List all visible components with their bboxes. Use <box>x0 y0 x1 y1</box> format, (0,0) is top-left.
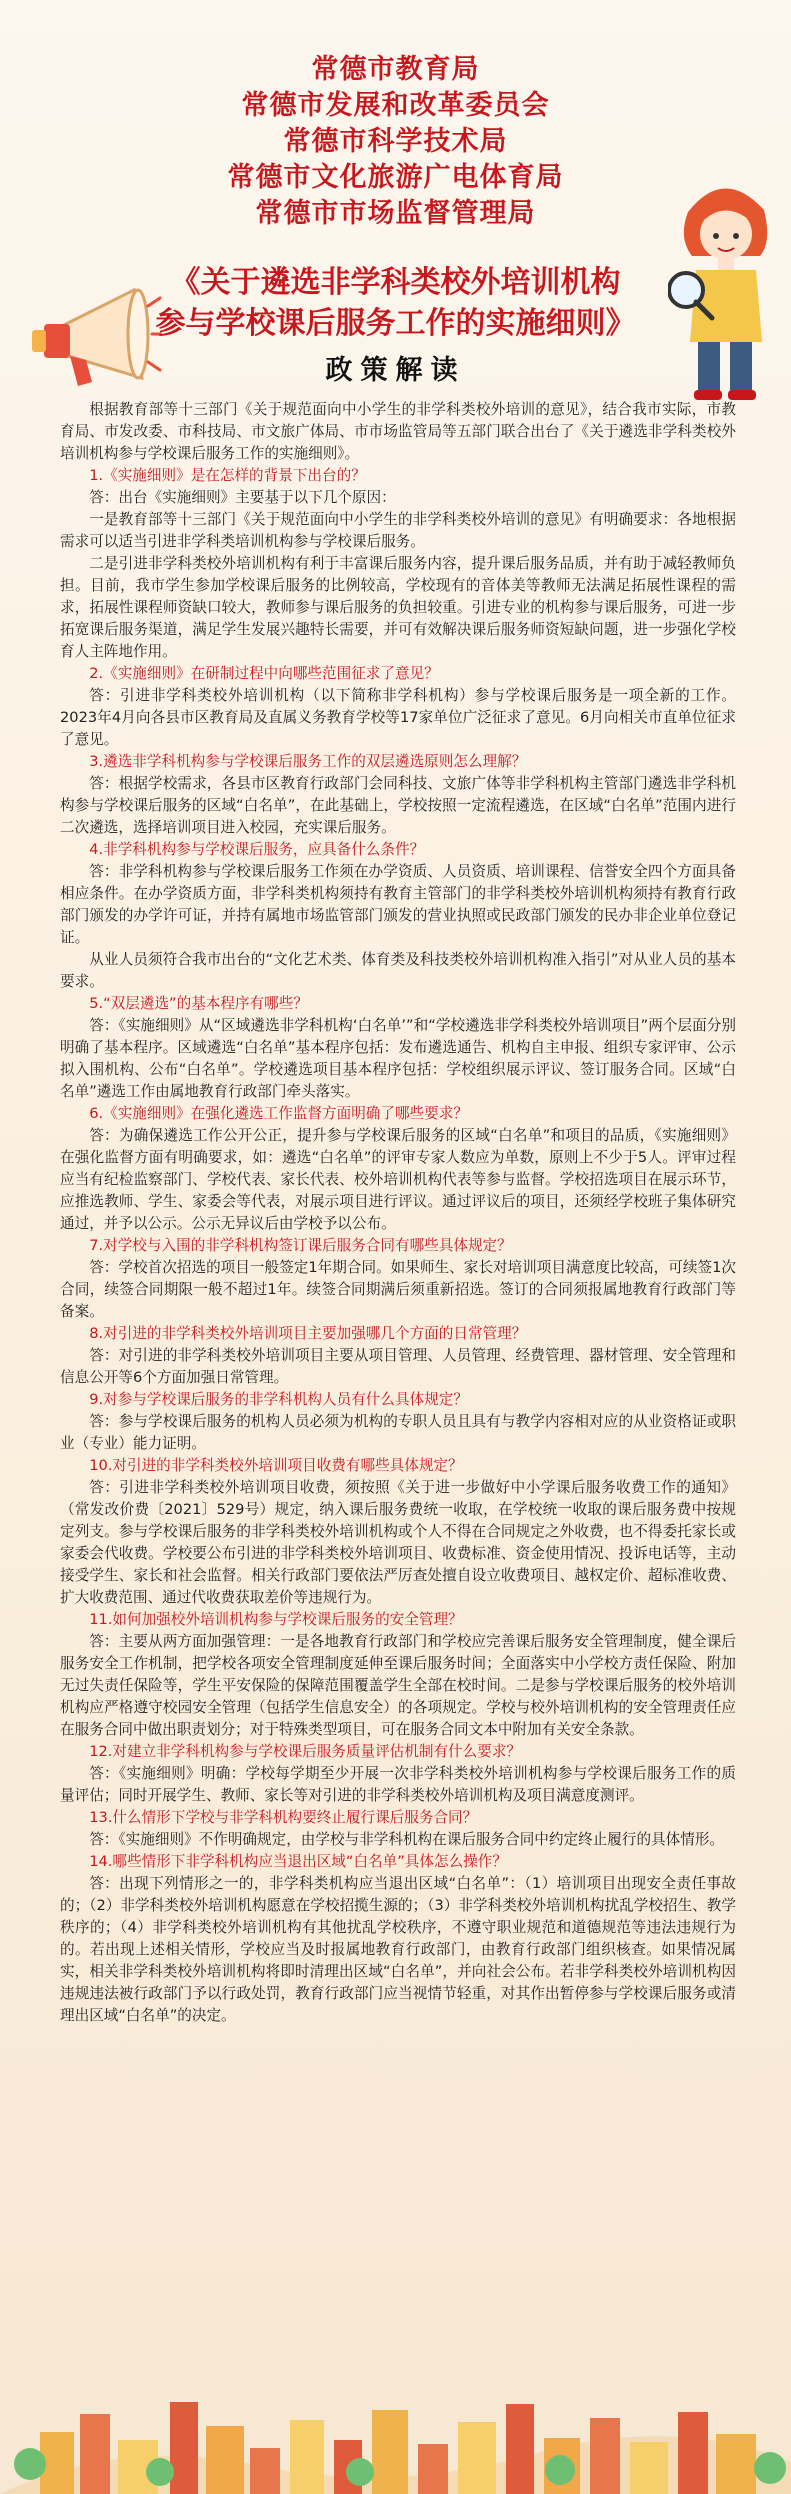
body-paragraph: 答：出现下列情形之一的，非学科类机构应当退出区域“白名单”：（1）培训项目出现安全责任事故的；（2）非学科类校外培训机构愿意在学校招揽生源的；（3）非学科类校外培训机构扰乱学校招生、教学秩序的；（4）非学科类校外培训机构有其他扰乱学校秩序，不遵守职业规范和道德规范等违法违规行为的。若出现上述相关情形，学校应当及时报属地教育行政部门，由教育行政部门组织核查。如果情况属实，相关非学科类校外培训机构将即时清理出区域“白名单”，并向社会公布。若非学科类校外培训机构因违规违法被行政部门予以行政处罚，教育行政部门应当视情节轻重，对其作出暂停参与学校课后服务或清理出区域“白名单”的决定。 <box>60 1875 736 2024</box>
body-paragraph: 答：主要从两方面加强管理：一是各地教育行政部门和学校应完善课后服务安全管理制度，健全课后服务安全工作机制，把学校各项安全管理制度延伸至课后服务时间；全面落实中小学校方责任保险、附加无过失责任保险等，学生平安保险的保障范围覆盖学生全部在校时间。二是参与学校课后服务的校外培训机构应严格遵守校园安全管理（包括学生信息安全）的各项规定。学校与校外培训机构的安全管理责任应在服务合同中做出职责划分；对于特殊类型项目，可在服务合同文本中附加有关安全条款。 <box>60 1633 736 1738</box>
question-heading: 10.对引进的非学科类校外培训项目收费有哪些具体规定？ <box>89 1457 463 1474</box>
body-paragraph: 答：参与学校课后服务的机构人员必须为机构的专职人员且具有与教学内容相对应的从业资格证或职业（专业）能力证明。 <box>60 1413 736 1452</box>
issuing-organizations <box>0 52 791 232</box>
org-name: 常德市科学技术局 <box>283 126 508 157</box>
body-paragraph: 答：根据学校需求，各县市区教育行政部门会同科技、文旅广体等非学科机构主管部门遴选非学科机构参与学校课后服务的区域“白名单”，在此基础上，学校按照一定流程遴选，在区域“白名单”范围内进行二次遴选，选择培训项目进入校园，充实课后服务。 <box>60 775 736 836</box>
policy-body <box>60 399 736 2027</box>
org-name: 常德市市场监督管理局 <box>255 198 536 229</box>
org-name: 常德市发展和改革委员会 <box>241 90 550 121</box>
question-heading: 6.《实施细则》在强化遴选工作监督方面明确了哪些要求？ <box>89 1105 468 1122</box>
question-heading: 2.《实施细则》在研制过程中向哪些范围征求了意见？ <box>89 665 439 682</box>
body-paragraph: 答：学校首次招选的项目一般签定1年期合同。如果师生、家长对培训项目满意度比较高，可续签1次合同，续签合同期限一般不超过1年。续签合同期满后须重新招选。签订的合同须报属地教育行政部门等备案。 <box>60 1259 736 1320</box>
body-paragraph: 答：对引进的非学科类校外培训项目主要从项目管理、人员管理、经费管理、器材管理、安全管理和信息公开等6个方面加强日常管理。 <box>60 1347 736 1386</box>
title-line: 《关于遴选非学科类校外培训机构 <box>170 265 621 300</box>
body-paragraph: 答：出台《实施细则》主要基于以下几个原因： <box>89 489 396 506</box>
org-name: 常德市教育局 <box>311 54 480 85</box>
question-heading: 5.“双层遴选”的基本程序有哪些？ <box>89 995 308 1012</box>
question-heading: 13.什么情形下学校与非学科机构要终止履行课后服务合同？ <box>89 1809 478 1826</box>
question-heading: 4.非学科机构参与学校课后服务，应具备什么条件？ <box>89 841 425 858</box>
org-name: 常德市文化旅游广电体育局 <box>227 162 564 193</box>
city-skyline-decoration <box>0 2344 791 2494</box>
body-paragraph: 一是教育部等十三部门《关于规范面向中小学生的非学科类校外培训的意见》有明确要求：各地根据需求可以适当引进非学科类培训机构参与学校课后服务。 <box>60 511 736 550</box>
question-heading: 14.哪些情形下非学科机构应当退出区域“白名单”具体怎么操作？ <box>89 1853 507 1870</box>
body-paragraph: 答：《实施细则》从“区域遴选非学科机构‘白名单’”和“学校遴选非学科类校外培训项目”两个层面分别明确了基本程序。区域遴选“白名单”基本程序包括：发布遴选通告、机构自主申报、组织专家评审、公示拟入围机构、公布“白名单”。学校遴选项目基本程序包括：学校组织展示评议、签订服务合同。区域“白名单”遴选工作由属地教育行政部门牵头落实。 <box>60 1017 736 1100</box>
question-heading: 12.对建立非学科机构参与学校课后服务质量评估机制有什么要求？ <box>89 1743 522 1760</box>
question-heading: 7.对学校与入围的非学科机构签订课后服务合同有哪些具体规定？ <box>89 1237 512 1254</box>
document-title <box>0 262 791 387</box>
question-heading: 3.遴选非学科机构参与学校课后服务工作的双层遴选原则怎么理解？ <box>89 753 527 770</box>
body-paragraph: 答：为确保遴选工作公开公正，提升参与学校课后服务的区域“白名单”和项目的品质，《实施细则》在强化监督方面有明确要求，如：遴选“白名单”的评审专家人数应为单数，原则上不少于5人。评审过程应当有纪检监察部门、学校代表、家长代表、校外培训机构代表等参与监督。学校招选项目在展示环节，应推选教师、学生、家委会等代表，对展示项目进行评议。通过评议后的项目，还须经学校班子集体研究通过，并予以公示。公示无异议后由学校予以公布。 <box>60 1127 736 1232</box>
body-paragraph: 答：《实施细则》不作明确规定，由学校与非学科机构在课后服务合同中约定终止履行的具体情形。 <box>89 1831 725 1848</box>
body-paragraph: 从业人员须符合我市出台的“文化艺术类、体育类及科技类校外培训机构准入指引”对从业人员的基本要求。 <box>60 951 736 990</box>
body-paragraph: 答：引进非学科类校外培训项目收费，须按照《关于进一步做好中小学课后服务收费工作的通知》（常发改价费〔2021〕529号）规定，纳入课后服务费统一收取，在学校统一收取的课后服务费中按规定列支。参与学校课后服务的非学科类校外培训机构或个人不得在合同规定之外收费，也不得委托家长或家委会代收费。学校要公布引进的非学科类校外培训项目、收费标准、资金使用情况、投诉电话等，主动接受学生、家长和社会监督。相关行政部门要依法严厉查处擅自设立收费项目、越权定价、超标准收费、扩大收费范围、通过代收费获取差价等违规行为。 <box>60 1479 736 1606</box>
question-heading: 9.对参与学校课后服务的非学科机构人员有什么具体规定？ <box>89 1391 468 1408</box>
question-heading: 11.如何加强校外培训机构参与学校课后服务的安全管理？ <box>89 1611 463 1628</box>
body-paragraph: 答：《实施细则》明确：学校每学期至少开展一次非学科类校外培训机构参与学校课后服务工作的质量评估；同时开展学生、教师、家长等对引进的非学科类校外培训机构及项目满意度测评。 <box>60 1765 736 1804</box>
subtitle: 政策解读 <box>325 355 466 386</box>
body-paragraph: 答：非学科机构参与学校课后服务工作须在办学资质、人员资质、培训课程、信誉安全四个方面具备相应条件。在办学资质方面，非学科类机构须持有教育主管部门的非学科类校外培训机构须持有教育行政部门颁发的办学许可证，并持有属地市场监管部门颁发的营业执照或民政部门颁发的民办非企业单位登记证。 <box>60 863 736 946</box>
body-paragraph: 二是引进非学科类校外培训机构有利于丰富课后服务内容，提升课后服务品质，并有助于减轻教师负担。目前，我市学生参加学校课后服务的比例较高，学校现有的音体美等教师无法满足拓展性课程的需求，拓展性课程师资缺口较大，教师参与课后服务的负担较重。引进专业的机构参与课后服务，可进一步拓宽课后服务渠道，满足学生发展兴趣特长需要，并可有效解决课后服务师资短缺问题，进一步强化学校育人主阵地作用。 <box>60 555 736 660</box>
body-paragraph: 答：引进非学科类校外培训机构（以下简称非学科机构）参与学校课后服务是一项全新的工作。2023年4月向各县市区教育局及直属义务教育学校等17家单位广泛征求了意见。6月向相关市直单位征求了意见。 <box>60 687 736 748</box>
question-heading: 8.对引进的非学科类校外培训项目主要加强哪几个方面的日常管理？ <box>89 1325 527 1342</box>
title-line: 参与学校课后服务工作的实施细则》 <box>155 306 636 341</box>
question-heading: 1.《实施细则》是在怎样的背景下出台的？ <box>89 467 366 484</box>
body-paragraph: 根据教育部等十三部门《关于规范面向中小学生的非学科类校外培训的意见》，结合我市实际，市教育局、市发改委、市科技局、市文旅广体局、市市场监管局等五部门联合出台了《关于遴选非学科类校外培训机构参与学校课后服务工作的实施细则》。 <box>60 401 736 462</box>
